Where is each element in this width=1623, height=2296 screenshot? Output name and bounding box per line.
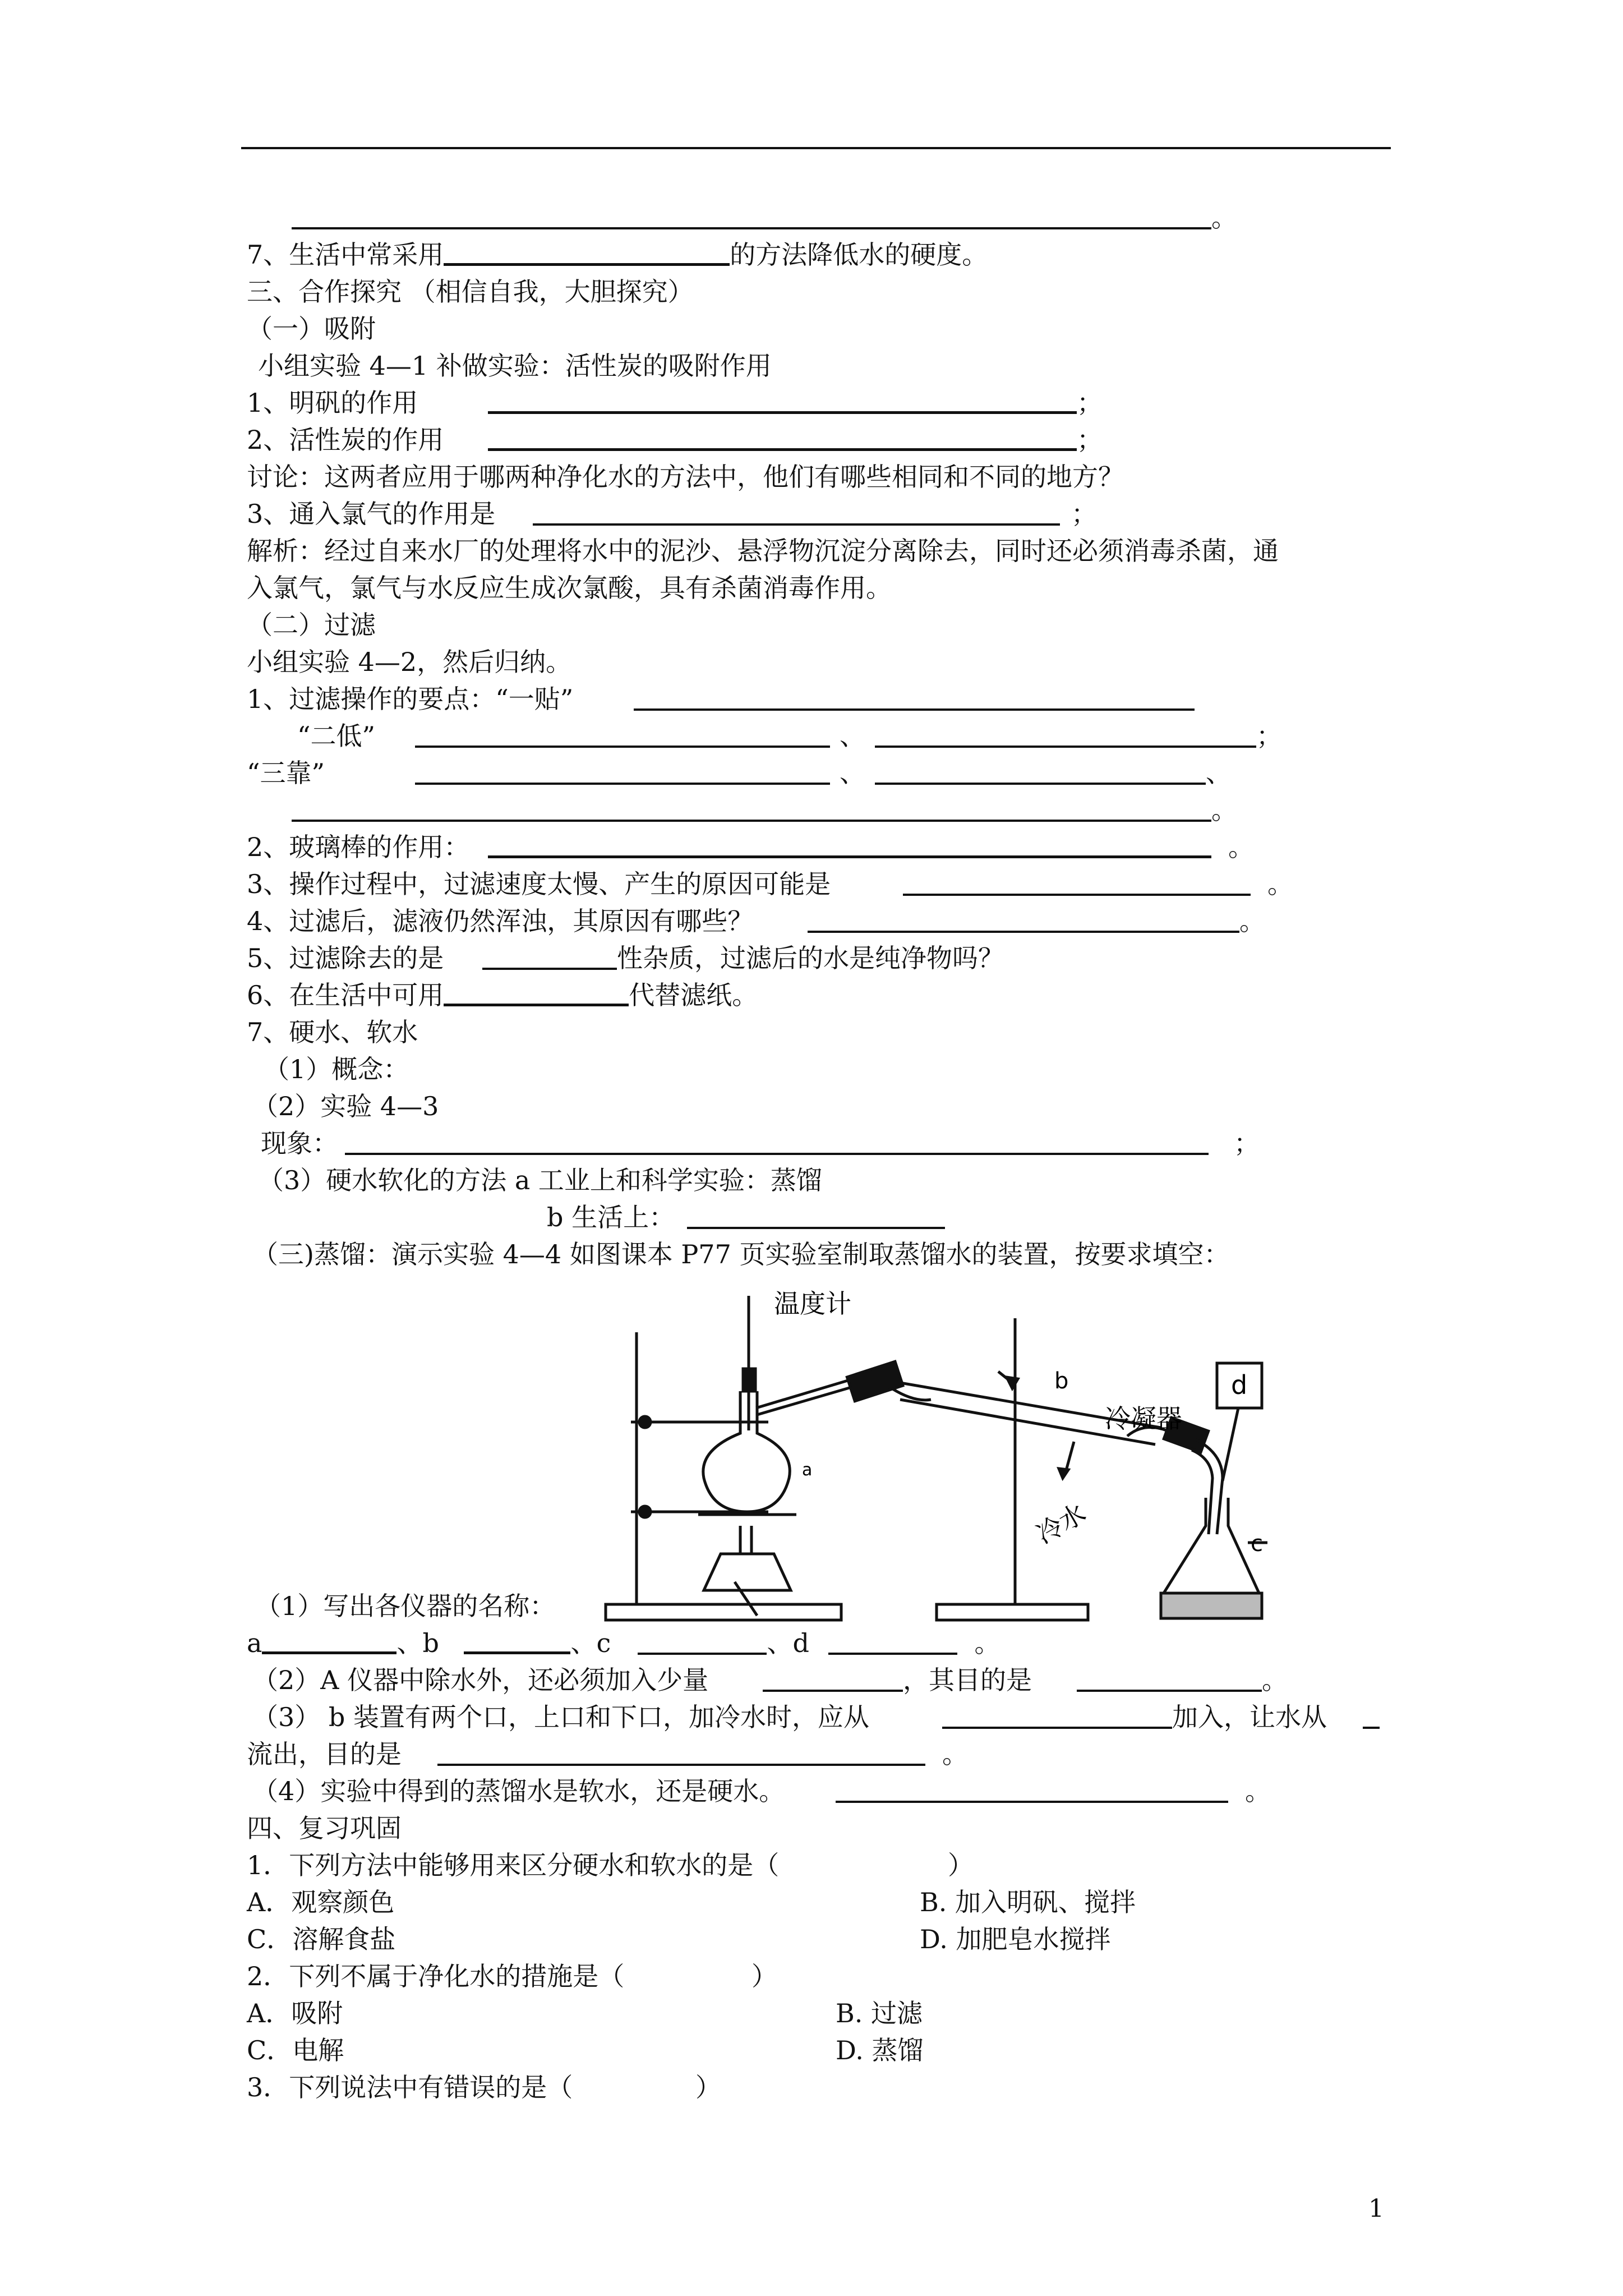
review-q2-options-cd: [247, 2032, 1402, 2069]
answer-blank[interactable]: [292, 792, 1211, 822]
header-rule: [241, 147, 1391, 149]
answer-blank[interactable]: [444, 977, 629, 1006]
answer-blank-c[interactable]: [638, 1625, 767, 1655]
answer-blank[interactable]: [875, 754, 1206, 785]
answer-blank[interactable]: [875, 717, 1256, 748]
answer-blank[interactable]: [942, 1699, 1172, 1729]
distillation-q1: （1）写出各仪器的名称：: [255, 1591, 556, 1621]
section-title: 四、复习巩固: [247, 1813, 402, 1843]
distillation-apparatus-figure: [600, 1285, 1267, 1627]
experiment-line: （2）实验 4—3: [252, 1091, 439, 1121]
answer-blank[interactable]: [415, 754, 830, 785]
answer-blank[interactable]: [444, 236, 730, 266]
group-experiment: 小组实验 4—1 补做实验：活性炭的吸附作用: [258, 351, 772, 381]
analysis-line-2: 入氯气，氯气与水反应生成次氯酸，具有杀菌消毒作用。: [247, 573, 892, 603]
answer-blank[interactable]: [836, 1773, 1228, 1803]
softening-method: （3）硬水软化的方法 a 工业上和科学实验：蒸馏: [258, 1165, 822, 1195]
adsorption-q3: 3、通入氯气的作用是 ；: [247, 495, 1402, 532]
instrument-names: a 、b 、c 、d 。: [247, 1625, 1402, 1662]
answer-blank[interactable]: [903, 866, 1251, 896]
adsorption-q1: 1、明矾的作用 ；: [247, 384, 1402, 421]
distillation-heading: （三)蒸馏：演示实验 4—4 如图课本 P77 页实验室制取蒸馏水的装置，按要求填空：: [252, 1239, 1230, 1269]
answer-blank[interactable]: [808, 903, 1239, 933]
figure-label-b: b: [1054, 1368, 1069, 1394]
distillation-q2: （2）A 仪器中除水外，还必须加入少量 ，其目的是 。: [252, 1662, 1408, 1699]
figure-label-a: a: [802, 1460, 813, 1480]
answer-blank[interactable]: [634, 680, 1195, 711]
filtration-erdi: “二低” 、 ；: [247, 717, 1402, 754]
answer-blank[interactable]: [1077, 1662, 1262, 1692]
answer-blank[interactable]: [437, 1736, 925, 1766]
figure-label-d: d: [1231, 1370, 1248, 1400]
figure-label-cold-water: 冷水: [1031, 1497, 1091, 1550]
answer-blank[interactable]: [488, 421, 1077, 451]
filtration-sankao-cont: 。: [247, 792, 1402, 829]
answer-blank[interactable]: [687, 1199, 945, 1229]
option-c[interactable]: C．溶解食盐: [247, 1924, 396, 1954]
figure-label-condenser: 冷凝器: [1105, 1404, 1182, 1434]
answer-blank[interactable]: [533, 495, 1060, 526]
discussion: 讨论：这两者应用于哪两种净化水的方法中，他们有哪些相同和不同的地方？: [247, 462, 1124, 492]
distillation-q3: （3） b 装置有两个口，上口和下口，加冷水时，应从 加入，让水从: [252, 1699, 1408, 1736]
review-q1: 1．下列方法中能够用来区分硬水和软水的是（ ）: [247, 1850, 974, 1880]
filtration-q1: 1、过滤操作的要点：“一贴”: [247, 680, 1402, 717]
filtration-q6: 6、在生活中可用 代替滤纸。: [247, 977, 1402, 1014]
review-q1-options-ab: [247, 1884, 1402, 1921]
answer-blank-b[interactable]: [464, 1625, 570, 1654]
review-q2-options-ab: [247, 1995, 1402, 2032]
answer-blank[interactable]: [1363, 1699, 1380, 1729]
filtration-sankao: “三靠” 、 、: [247, 754, 1402, 792]
concept-line: （1）概念：: [264, 1054, 409, 1084]
answer-blank[interactable]: [482, 940, 617, 970]
analysis-line-1: 解析：经过自来水厂的处理将水中的泥沙、悬浮物沉淀分离除去，同时还必须消毒杀菌，通: [247, 536, 1279, 566]
answer-blank[interactable]: [415, 717, 830, 748]
filtration-q3: 3、操作过程中，过滤速度太慢、产生的原因可能是 。: [247, 866, 1402, 903]
adsorption-q2: 2、活性炭的作用 ；: [247, 421, 1402, 458]
option-b[interactable]: B. 过滤: [836, 1998, 923, 2028]
option-a[interactable]: A．吸附: [247, 1998, 343, 2028]
review-q3: 3．下列说法中有错误的是（ ）: [247, 2072, 721, 2102]
review-q2: 2．下列不属于净化水的措施是（ ）: [247, 1961, 777, 1991]
answer-blank[interactable]: [292, 199, 1211, 229]
distillation-q4: （4）实验中得到的蒸馏水是软水，还是硬水。 。: [252, 1773, 1408, 1810]
filtration-q2: 2、玻璃棒的作用： 。: [247, 829, 1402, 866]
hard-soft-heading: 7、硬水、软水: [247, 1017, 418, 1047]
page-number: 1: [1368, 2194, 1384, 2223]
section-title: 三、合作探究 （相信自我，大胆探究）: [247, 277, 694, 307]
filtration-q5: 5、过滤除去的是 性杂质，过滤后的水是纯净物吗？: [247, 940, 1402, 977]
option-d[interactable]: D. 加肥皂水搅拌: [920, 1924, 1111, 1954]
figure-label-c: c: [1251, 1531, 1263, 1557]
softening-life: b 生活上：: [547, 1199, 1623, 1236]
phenomenon-line: 现象： ；: [261, 1125, 1416, 1162]
answer-blank-a[interactable]: [262, 1625, 396, 1654]
option-b[interactable]: B. 加入明矾、搅拌: [920, 1887, 1136, 1917]
answer-blank[interactable]: [488, 384, 1077, 414]
filtration-q4: 4、过滤后，滤液仍然浑浊，其原因有哪些？ 。: [247, 903, 1402, 940]
answer-blank-d[interactable]: [828, 1625, 957, 1655]
subsection-heading: （二）过滤: [247, 610, 376, 640]
group-experiment: 小组实验 4—2，然后归纳。: [247, 647, 572, 677]
answer-blank[interactable]: [488, 829, 1211, 858]
option-d[interactable]: D. 蒸馏: [836, 2035, 924, 2065]
answer-blank[interactable]: [345, 1125, 1209, 1155]
distillation-q3-cont: 流出，目的是 。: [247, 1736, 1402, 1773]
q7-softening: 7、生活中常采用 的方法降低水的硬度。: [247, 236, 1402, 273]
option-c[interactable]: C．电解: [247, 2035, 344, 2065]
continuation-line: 。: [247, 199, 1402, 236]
subsection-heading: （一）吸附: [247, 314, 376, 344]
answer-blank[interactable]: [763, 1662, 903, 1692]
option-a[interactable]: A．观察颜色: [247, 1887, 395, 1917]
review-q1-options-cd: [247, 1921, 1402, 1958]
figure-label-thermometer: 温度计: [774, 1289, 851, 1319]
